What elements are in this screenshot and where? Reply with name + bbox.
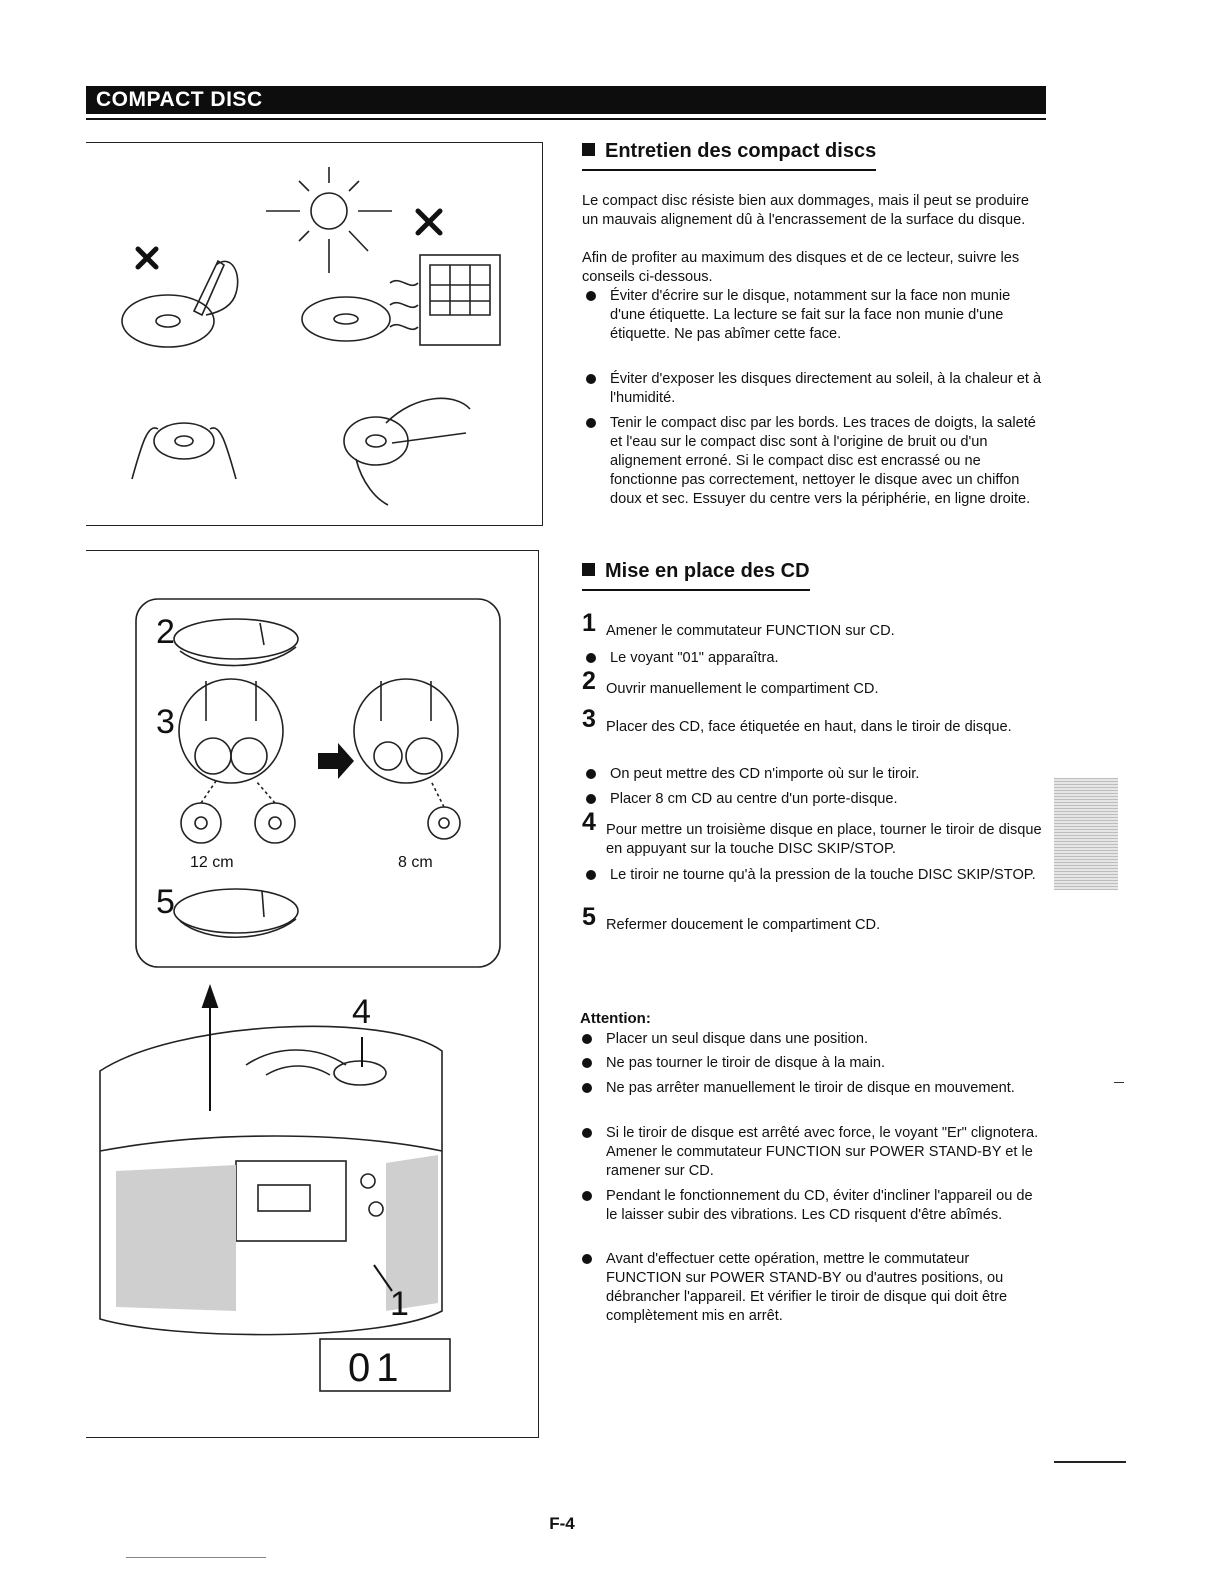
cloth-hand-icon [356, 398, 470, 505]
care-section-title: Entretien des compact discs [582, 140, 876, 171]
disc-icon [122, 295, 214, 347]
tray-icon [179, 679, 283, 783]
step-label: 1 [390, 1285, 409, 1323]
attention-title: Attention: [580, 1010, 651, 1027]
side-thumb-tab [1054, 778, 1118, 890]
loading-section-title: Mise en place des CD [582, 560, 810, 591]
care-bullet: Éviter d'exposer les disques directement au soleil, à la chaleur et à l'humidité. [586, 370, 1042, 408]
loading-drawing [86, 551, 538, 1437]
footer-line [126, 1557, 266, 1558]
disc-8cm-icon [428, 807, 460, 839]
page-number: F-4 [549, 1514, 575, 1533]
disc-care-drawing [86, 143, 542, 525]
step-label: 2 [156, 613, 175, 651]
loading-bullet: On peut mettre des CD n'importe où sur le tiroir. [586, 765, 1042, 784]
margin-mark [1114, 1082, 1124, 1083]
lid-close-icon [174, 889, 298, 933]
loading-bullet: Placer 8 cm CD au centre d'un porte-disque. [586, 790, 1042, 809]
loading-illustration [86, 550, 539, 1438]
steps-panel [136, 599, 500, 967]
step-label: 5 [156, 883, 175, 921]
disc-12cm-icon [255, 803, 295, 843]
loading-bullet: Le voyant "01" apparaîtra. [586, 649, 1042, 668]
disc-icon [302, 297, 390, 341]
tray-icon [354, 679, 458, 783]
section-header-bar [86, 86, 1046, 114]
attention-bullet: Avant d'effectuer cette opération, mettre le commutateur FUNCTION sur POWER STAND-BY ou d'autres positions, ou débrancher l'appareil. Et vérifier le tiroir de disque qui doit être complètement mis en arrêt. [582, 1250, 1042, 1326]
sun-icon [311, 193, 347, 229]
care-intro-1: Le compact disc résiste bien aux dommages, mais il peut se produire un mauvais alignement dû à l'encrassement de la surface du disque. [582, 193, 1029, 228]
arrow-up-icon [203, 987, 217, 1007]
square-bullet-icon [582, 563, 595, 576]
pen-hand-icon [194, 261, 238, 315]
size-label-8cm: 8 cm [398, 854, 433, 871]
attention-bullet: Si le tiroir de disque est arrêté avec force, le voyant "Er" clignotera. Amener le commutateur FUNCTION sur POWER STAND-BY et le ramener sur CD. [582, 1124, 1042, 1181]
loading-bullet: Le tiroir ne tourne qu'à la pression de la touche DISC SKIP/STOP. [586, 866, 1042, 885]
section-header-title: COMPACT DISC [96, 88, 263, 111]
attention-bullet: Placer un seul disque dans une position. [582, 1030, 1042, 1049]
attention-bullet: Ne pas tourner le tiroir de disque à la main. [582, 1054, 1042, 1073]
loading-step: 2 Ouvrir manuellement le compartiment CD. [582, 667, 879, 697]
margin-rule [1054, 1461, 1126, 1463]
header-rule [86, 118, 1046, 120]
loading-step: 4 Pour mettre un troisième disque en place, tourner le tiroir de disque en appuyant sur la touche DISC SKIP/STOP. [582, 808, 1042, 857]
disc-12cm-icon [181, 803, 221, 843]
square-bullet-icon [582, 143, 595, 156]
cross-icon [418, 211, 440, 233]
loading-step: 5 Refermer doucement le compartiment CD. [582, 903, 881, 933]
disc-held-icon [154, 423, 214, 459]
display-readout: 01 [348, 1346, 405, 1390]
step-label: 3 [156, 703, 175, 741]
step-label: 4 [352, 993, 371, 1031]
attention-bullet: Ne pas arrêter manuellement le tiroir de disque en mouvement. [582, 1079, 1042, 1098]
disc-wipe-icon [344, 417, 408, 465]
heater-icon [420, 255, 500, 345]
loading-step: 1 Amener le commutateur FUNCTION sur CD. [582, 609, 895, 639]
cross-icon [138, 249, 156, 267]
care-bullet: Éviter d'écrire sur le disque, notamment sur la face non munie d'une étiquette. La lecture se fait sur la face non munie d'une étiquette. Ne pas abîmer cette face. [586, 287, 1042, 344]
size-label-12cm: 12 cm [190, 854, 234, 871]
disc-care-illustration [86, 142, 543, 526]
arrow-right-icon [318, 743, 354, 779]
care-bullet: Tenir le compact disc par les bords. Les traces de doigts, la saleté et l'eau sur le compact disc sont à l'origine de bruit ou d'un alignement erroné. Si le compact disc est encrassé ou ne fonctionne pas correctement, nettoyer le disque avec un chiffon doux et sec. Essuyer du centre vers la périphérie, en ligne droite. [586, 414, 1042, 509]
loading-step: 3 Placer des CD, face étiquetée en haut, dans le tiroir de disque. [582, 705, 1012, 735]
attention-bullet: Pendant le fonctionnement du CD, éviter d'incliner l'appareil ou de le laisser subir des vibrations. Les CD risquent d'être abîmés. [582, 1187, 1042, 1225]
lid-open-icon [174, 619, 298, 659]
care-intro-2: Afin de profiter au maximum des disques et de ce lecteur, suivre les conseils ci-dessous. [582, 250, 1020, 285]
